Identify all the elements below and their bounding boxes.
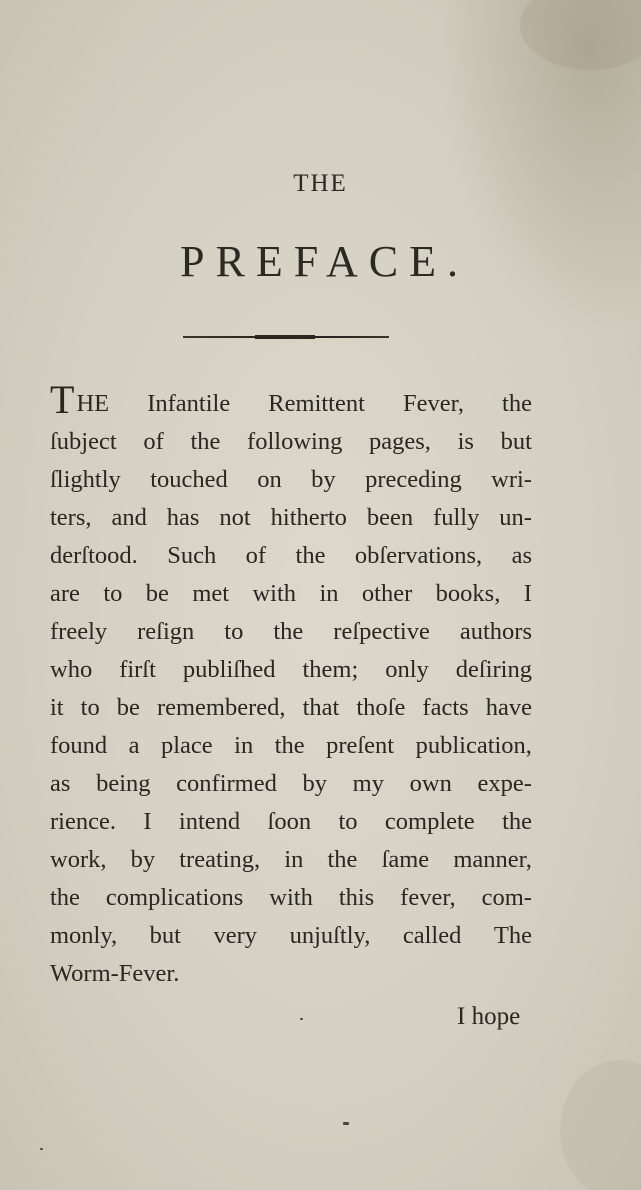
word: the (50, 884, 80, 911)
word: is (457, 428, 474, 455)
text-line (50, 377, 532, 423)
word: following (247, 428, 343, 455)
word: very (213, 922, 258, 949)
word: com- (481, 884, 532, 911)
word: with (252, 580, 297, 607)
word: to (224, 618, 244, 645)
word: intend (178, 808, 241, 835)
word: pages, (369, 428, 431, 455)
word: with (269, 884, 313, 911)
word: manner, (453, 846, 532, 873)
word: ſame (381, 846, 430, 873)
word: publication, (415, 732, 532, 759)
word: the (273, 618, 304, 645)
word: obſervations, (354, 542, 483, 569)
word: Worm-Fever. (50, 960, 180, 987)
word: be (145, 580, 169, 607)
page-stain (560, 1060, 641, 1190)
ornamental-rule-center (255, 335, 315, 339)
word: this (338, 884, 375, 911)
word: only (385, 656, 429, 683)
word: in (234, 732, 254, 759)
word: derſtood. (50, 542, 138, 569)
word: ſubject (50, 428, 117, 455)
word: reſign (137, 618, 195, 645)
word: firſt (119, 656, 156, 683)
ink-speck (40, 1148, 43, 1150)
page-title: PREFACE. (180, 237, 469, 286)
drop-cap: T (50, 377, 75, 422)
word: called (402, 922, 462, 949)
word: are (50, 580, 80, 607)
word: on (257, 466, 282, 493)
word: hitherto (270, 504, 347, 531)
text-line (50, 499, 532, 537)
ink-speck (300, 1018, 303, 1020)
word: expe- (477, 770, 532, 797)
word: fever, (400, 884, 456, 911)
word: by (130, 846, 156, 873)
word: I (523, 580, 532, 607)
word: in (319, 580, 339, 607)
word: has (166, 504, 200, 531)
word: have (485, 694, 532, 721)
preface-paragraph (50, 377, 532, 993)
word: who (50, 656, 93, 683)
ink-speck (343, 1122, 349, 1125)
word: freely (50, 618, 108, 645)
word: work, (50, 846, 107, 873)
word: them; (302, 656, 359, 683)
word: found (50, 732, 108, 759)
text-line (50, 575, 532, 613)
catchword: I hope (457, 1003, 521, 1030)
word: reſpective (333, 618, 430, 645)
word: deſiring (455, 656, 532, 683)
text-line (50, 765, 532, 803)
word: rience. (50, 808, 116, 835)
heading-the: THE (293, 170, 348, 197)
text-line (50, 917, 532, 955)
text-line (50, 651, 532, 689)
word: HE (76, 390, 110, 417)
word: other (361, 580, 413, 607)
text-line (50, 461, 532, 499)
word: the (274, 732, 305, 759)
text-line (50, 841, 532, 879)
word: un- (499, 504, 532, 531)
text-line (50, 613, 532, 651)
word: place (160, 732, 213, 759)
word: the (327, 846, 358, 873)
word: The (493, 922, 532, 949)
word: ſlightly (50, 466, 121, 493)
word: wri- (491, 466, 532, 493)
word: publiſhed (182, 656, 276, 683)
word: been (366, 504, 414, 531)
word: the (502, 390, 532, 417)
word: own (409, 770, 452, 797)
word: fully (433, 504, 480, 531)
word: authors (459, 618, 532, 645)
word: met (192, 580, 230, 607)
word: by (302, 770, 328, 797)
justified-lines (50, 423, 532, 955)
word: it (50, 694, 64, 721)
word: Such (167, 542, 217, 569)
word: thoſe (356, 694, 406, 721)
word: Infantile (147, 390, 231, 417)
text-line (50, 537, 532, 575)
word: Remittent (268, 390, 365, 417)
word: as (511, 542, 532, 569)
page-stain (520, 0, 641, 70)
word: to (80, 694, 100, 721)
word: not (219, 504, 251, 531)
word: but (149, 922, 181, 949)
word: preceding (365, 466, 462, 493)
word: complete (384, 808, 475, 835)
word: as (50, 770, 71, 797)
text-line (50, 803, 532, 841)
word: of (143, 428, 164, 455)
word: facts (422, 694, 469, 721)
word: be (116, 694, 140, 721)
word: the (190, 428, 221, 455)
text-line-last (50, 955, 532, 993)
word: the (502, 808, 532, 835)
word: unjuſtly, (289, 922, 371, 949)
word: confirmed (176, 770, 277, 797)
text-line (50, 689, 532, 727)
text-line (50, 879, 532, 917)
word: that (302, 694, 340, 721)
word: treating, (179, 846, 261, 873)
word: remembered, (156, 694, 286, 721)
text-line (50, 727, 532, 765)
word: being (96, 770, 151, 797)
word: in (284, 846, 304, 873)
word: ters, (50, 504, 92, 531)
word: complications (105, 884, 244, 911)
word: to (338, 808, 358, 835)
word: Fever, (403, 390, 464, 417)
word: and (111, 504, 147, 531)
text-line (50, 423, 532, 461)
word: but (500, 428, 532, 455)
word: touched (150, 466, 228, 493)
word: preſent (326, 732, 395, 759)
word: a (128, 732, 140, 759)
word: to (103, 580, 123, 607)
word: ſoon (267, 808, 312, 835)
word: of (245, 542, 267, 569)
word: I (143, 808, 152, 835)
word: by (311, 466, 336, 493)
word: books, (435, 580, 501, 607)
word: my (352, 770, 384, 797)
word: the (295, 542, 326, 569)
word: monly, (50, 922, 118, 949)
